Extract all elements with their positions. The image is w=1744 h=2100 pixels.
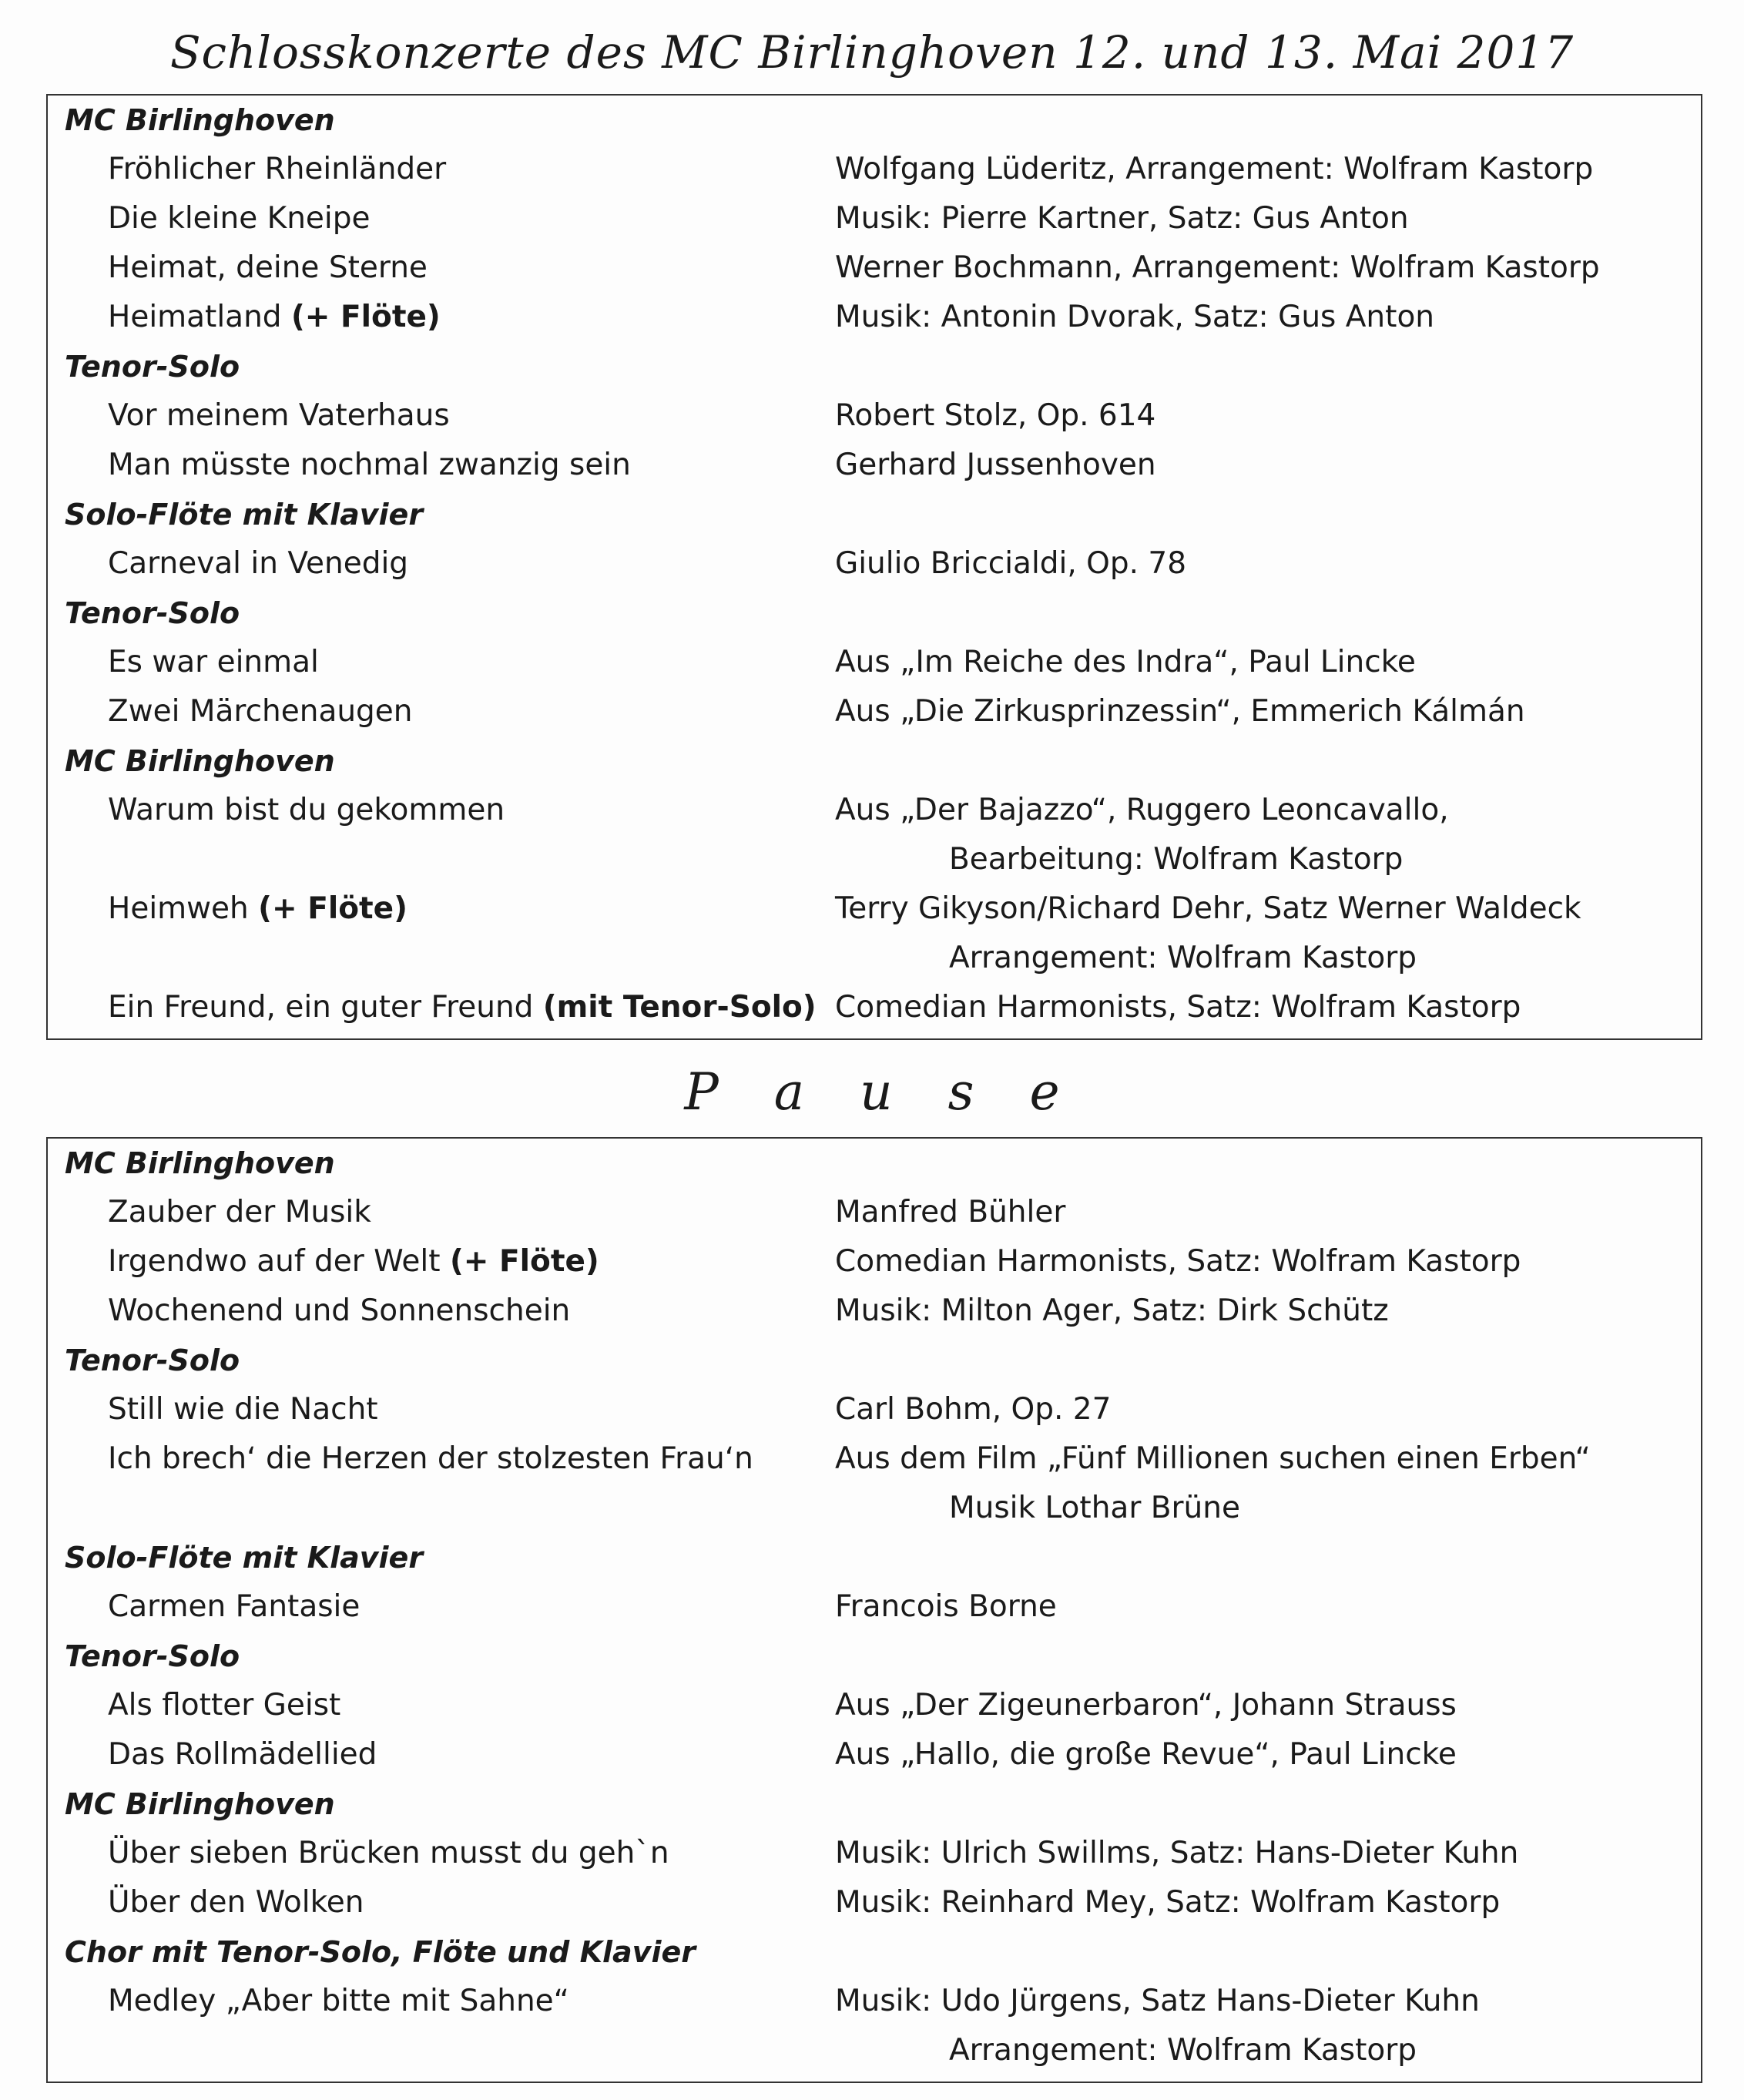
program-row bbox=[48, 145, 1701, 194]
piece-title-text: Tenor-Solo bbox=[65, 596, 240, 630]
piece-title-text: MC Birlinghoven bbox=[65, 1787, 335, 1821]
piece-title-text: Solo-Flöte mit Klavier bbox=[65, 498, 424, 532]
program-row bbox=[48, 293, 1701, 342]
composer-info: Comedian Harmonists, Satz: Wolfram Kastorp bbox=[835, 990, 1521, 1025]
pause-letter: e bbox=[1029, 1062, 1060, 1122]
composer-info: Arrangement: Wolfram Kastorp bbox=[949, 941, 1417, 975]
piece-title bbox=[108, 1829, 669, 1878]
piece-title bbox=[108, 687, 413, 736]
section-header bbox=[48, 736, 1701, 786]
piece-title bbox=[108, 1582, 360, 1632]
pause-letter: a bbox=[773, 1062, 805, 1122]
piece-title-text: Die kleine Kneipe bbox=[108, 201, 371, 236]
composer-info: Arrangement: Wolfram Kastorp bbox=[949, 2033, 1417, 2068]
piece-title-text: Man müsste nochmal zwanzig sein bbox=[108, 448, 631, 482]
program-row-continuation bbox=[48, 835, 1701, 884]
section-title bbox=[65, 589, 240, 638]
section-header bbox=[48, 96, 1701, 145]
section-title bbox=[65, 1927, 696, 1977]
program-row bbox=[48, 1829, 1701, 1878]
piece-title-text: Es war einmal bbox=[108, 645, 319, 679]
piece-title bbox=[108, 441, 631, 490]
piece-title-text: Das Rollmädellied bbox=[108, 1737, 377, 1772]
piece-title-text: Still wie die Nacht bbox=[108, 1392, 378, 1427]
section-header bbox=[48, 1533, 1701, 1582]
program-row bbox=[48, 243, 1701, 293]
piece-title-text: Irgendwo auf der Welt bbox=[108, 1244, 450, 1279]
program-row bbox=[48, 1434, 1701, 1484]
composer-info: Terry Gikyson/Richard Dehr, Satz Werner Waldeck bbox=[835, 891, 1581, 926]
section-title bbox=[65, 96, 335, 145]
piece-title bbox=[108, 1237, 599, 1287]
composer-info: Musik: Ulrich Swillms, Satz: Hans-Dieter Kuhn bbox=[835, 1836, 1519, 1870]
program-row bbox=[48, 539, 1701, 589]
piece-title-text: Carmen Fantasie bbox=[108, 1589, 361, 1624]
piece-title-text: Zwei Märchenaugen bbox=[108, 694, 413, 729]
composer-info: Aus „Der Zigeunerbaron“, Johann Strauss bbox=[835, 1688, 1457, 1723]
program-row bbox=[48, 786, 1701, 835]
composer-info: Carl Bohm, Op. 27 bbox=[835, 1392, 1112, 1427]
section-title bbox=[65, 1139, 335, 1188]
pause-heading bbox=[0, 1054, 1744, 1131]
program-row bbox=[48, 1237, 1701, 1287]
composer-info: Giulio Briccialdi, Op. 78 bbox=[835, 546, 1187, 581]
piece-title-text: Solo-Flöte mit Klavier bbox=[65, 1541, 424, 1575]
composer-info: Wolfgang Lüderitz, Arrangement: Wolfram Kastorp bbox=[835, 152, 1594, 186]
composer-info: Francois Borne bbox=[835, 1589, 1057, 1624]
composer-info: Manfred Bühler bbox=[835, 1195, 1066, 1229]
section-header bbox=[48, 1780, 1701, 1829]
program-row bbox=[48, 194, 1701, 243]
piece-title bbox=[108, 1977, 569, 2026]
composer-info: Aus „Die Zirkusprinzessin“, Emmerich Kálmán bbox=[835, 694, 1525, 729]
composer-info: Bearbeitung: Wolfram Kastorp bbox=[949, 842, 1404, 877]
piece-title bbox=[108, 391, 450, 441]
piece-title-text: Tenor-Solo bbox=[65, 350, 240, 384]
pause-letter: P bbox=[684, 1062, 719, 1122]
piece-title-text: Heimweh bbox=[108, 891, 259, 926]
composer-info: Musik: Reinhard Mey, Satz: Wolfram Kastorp bbox=[835, 1885, 1501, 1920]
program-row bbox=[48, 1385, 1701, 1434]
piece-title bbox=[108, 1681, 340, 1730]
piece-title-text: Medley „Aber bitte mit Sahne“ bbox=[108, 1984, 569, 2018]
section-title bbox=[65, 342, 240, 391]
section-header bbox=[48, 589, 1701, 638]
piece-note: (+ Flöte) bbox=[258, 891, 407, 926]
program-row bbox=[48, 1977, 1701, 2026]
piece-title bbox=[108, 145, 446, 194]
piece-title bbox=[108, 1878, 364, 1927]
piece-note: (+ Flöte) bbox=[290, 300, 441, 334]
composer-info: Gerhard Jussenhoven bbox=[835, 448, 1156, 482]
piece-title-text: MC Birlinghoven bbox=[65, 744, 335, 778]
composer-info: Musik: Antonin Dvorak, Satz: Gus Anton bbox=[835, 300, 1435, 334]
piece-title bbox=[108, 638, 319, 687]
piece-title-text: Als flotter Geist bbox=[108, 1688, 341, 1723]
program-row bbox=[48, 441, 1701, 490]
piece-title-text: Fröhlicher Rheinländer bbox=[108, 152, 447, 186]
piece-title-text: Über den Wolken bbox=[108, 1885, 364, 1920]
program-row bbox=[48, 1287, 1701, 1336]
program-row bbox=[48, 1730, 1701, 1780]
piece-title-text: MC Birlinghoven bbox=[65, 103, 335, 137]
piece-title bbox=[108, 293, 441, 342]
piece-title-text: Heimatland bbox=[108, 300, 291, 334]
piece-title-text: Über sieben Brücken musst du geh`n bbox=[108, 1836, 669, 1870]
section-title bbox=[65, 736, 335, 786]
section-title bbox=[65, 1336, 240, 1385]
composer-info: Aus „Der Bajazzo“, Ruggero Leoncavallo, bbox=[835, 793, 1449, 827]
composer-info: Musik: Milton Ager, Satz: Dirk Schütz bbox=[835, 1293, 1389, 1328]
section-header bbox=[48, 1139, 1701, 1188]
piece-title-text: Tenor-Solo bbox=[65, 1639, 240, 1673]
piece-note: (+ Flöte) bbox=[449, 1244, 599, 1279]
pause-letter: s bbox=[947, 1062, 974, 1122]
program-row bbox=[48, 983, 1701, 1032]
piece-title bbox=[108, 1730, 377, 1780]
section-title bbox=[65, 1780, 335, 1829]
pause-letter: u bbox=[860, 1062, 893, 1122]
piece-title-text: Ein Freund, ein guter Freund bbox=[108, 990, 543, 1025]
section-title bbox=[65, 1533, 423, 1582]
composer-info: Aus dem Film „Fünf Millionen suchen einen Erben“ bbox=[835, 1441, 1591, 1476]
composer-info: Aus „Im Reiche des Indra“, Paul Lincke bbox=[835, 645, 1416, 679]
program-row bbox=[48, 1582, 1701, 1632]
section-header bbox=[48, 1336, 1701, 1385]
composer-info: Robert Stolz, Op. 614 bbox=[835, 398, 1156, 433]
piece-title-text: Vor meinem Vaterhaus bbox=[108, 398, 450, 433]
piece-title bbox=[108, 1287, 570, 1336]
piece-note: (mit Tenor-Solo) bbox=[542, 990, 817, 1025]
piece-title-text: MC Birlinghoven bbox=[65, 1146, 335, 1180]
piece-title-text: Heimat, deine Sterne bbox=[108, 250, 428, 285]
composer-info: Musik: Pierre Kartner, Satz: Gus Anton bbox=[835, 201, 1409, 236]
program-row bbox=[48, 391, 1701, 441]
piece-title-text: Wochenend und Sonnenschein bbox=[108, 1293, 571, 1328]
program-row bbox=[48, 1681, 1701, 1730]
piece-title bbox=[108, 983, 817, 1032]
program-row bbox=[48, 1188, 1701, 1237]
page-title: Schlosskonzerte des MC Birlinghoven 12. und 13. Mai 2017 bbox=[169, 26, 1575, 79]
composer-info: Musik Lothar Brüne bbox=[949, 1491, 1240, 1525]
program-row bbox=[48, 1878, 1701, 1927]
composer-info: Werner Bochmann, Arrangement: Wolfram Kastorp bbox=[835, 250, 1600, 285]
piece-title-text: Warum bist du gekommen bbox=[108, 793, 505, 827]
program-row bbox=[48, 884, 1701, 934]
program-part-1 bbox=[46, 94, 1702, 1040]
piece-title-text: Zauber der Musik bbox=[108, 1195, 371, 1229]
piece-title bbox=[108, 1434, 753, 1484]
section-header bbox=[48, 490, 1701, 539]
piece-title-text: Ich brech‘ die Herzen der stolzesten Frau‘n bbox=[108, 1441, 753, 1476]
composer-info: Aus „Hallo, die große Revue“, Paul Lincke bbox=[835, 1737, 1457, 1772]
piece-title bbox=[108, 1385, 378, 1434]
piece-title bbox=[108, 194, 371, 243]
piece-title bbox=[108, 786, 505, 835]
piece-title bbox=[108, 884, 407, 934]
program-row bbox=[48, 638, 1701, 687]
piece-title bbox=[108, 539, 408, 589]
program-row-continuation bbox=[48, 934, 1701, 983]
piece-title bbox=[108, 1188, 371, 1237]
program-row-continuation bbox=[48, 1484, 1701, 1533]
composer-info: Comedian Harmonists, Satz: Wolfram Kastorp bbox=[835, 1244, 1521, 1279]
section-title bbox=[65, 1632, 240, 1681]
program-row bbox=[48, 687, 1701, 736]
section-header bbox=[48, 342, 1701, 391]
piece-title-text: Tenor-Solo bbox=[65, 1344, 240, 1377]
program-part-2 bbox=[46, 1137, 1702, 2083]
piece-title-text: Carneval in Venedig bbox=[108, 546, 409, 581]
section-header bbox=[48, 1632, 1701, 1681]
section-title bbox=[65, 490, 423, 539]
piece-title bbox=[108, 243, 428, 293]
composer-info: Musik: Udo Jürgens, Satz Hans-Dieter Kuhn bbox=[835, 1984, 1480, 2018]
section-header bbox=[48, 1927, 1701, 1977]
piece-title-text: Chor mit Tenor-Solo, Flöte und Klavier bbox=[65, 1935, 696, 1969]
program-row-continuation bbox=[48, 2026, 1701, 2075]
